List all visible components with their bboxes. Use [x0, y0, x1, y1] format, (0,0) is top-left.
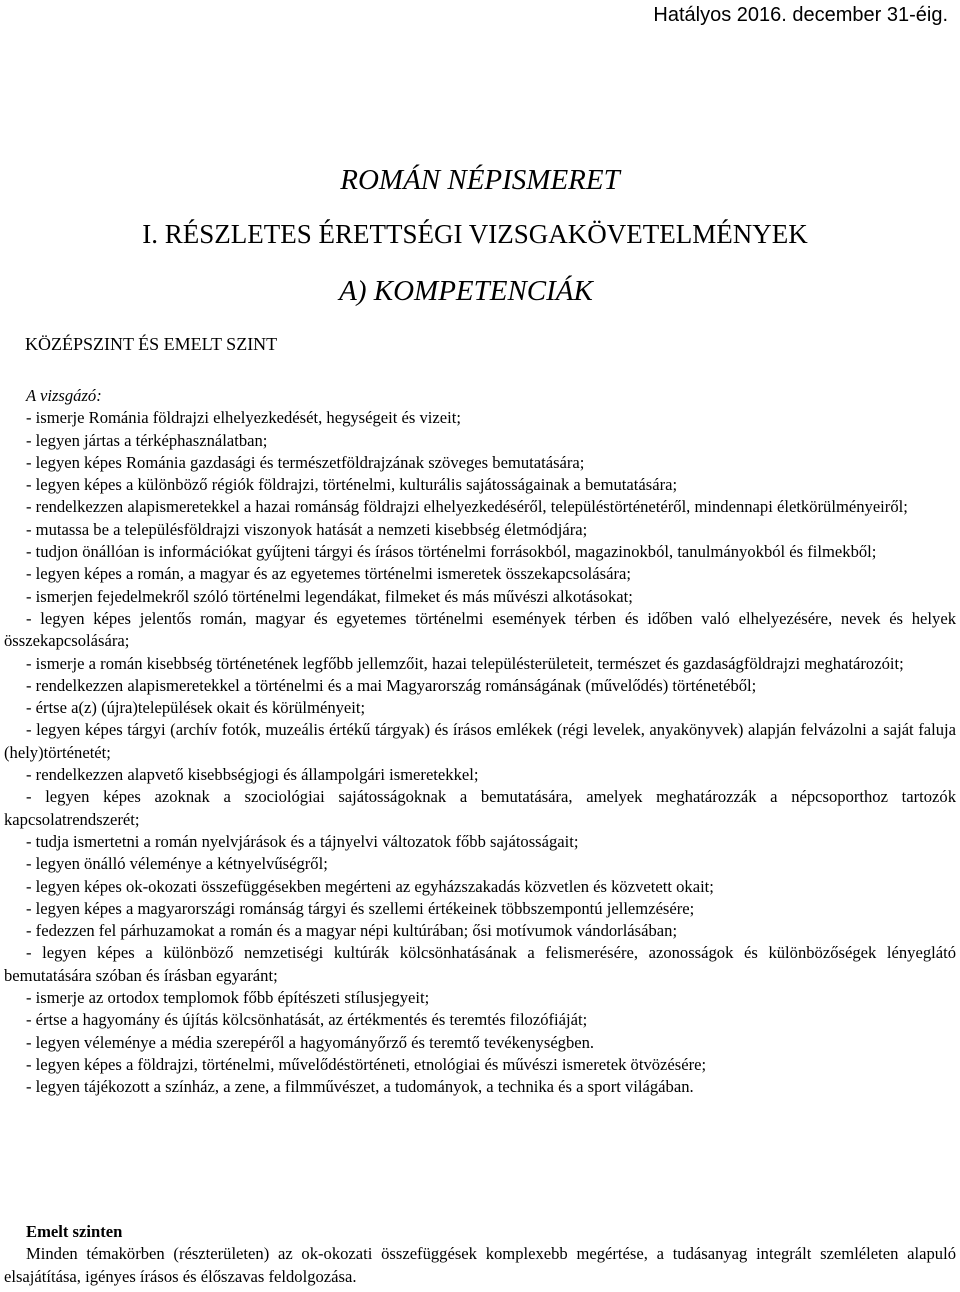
list-item: - legyen képes ok-okozati összefüggésekben megérteni az egyházszakadás közvetlen és közvetett okait;	[26, 876, 714, 896]
list-item: - legyen képes a román, a magyar és az egyetemes történelmi ismeretek összekapcsolására;	[26, 564, 631, 584]
list-item: - tudja ismertetni a román nyelvjárások és a tájnyelvi változatok főbb sajátosságait;	[26, 831, 579, 851]
emelt-paragraph: Minden témakörben (részterületen) az ok-okozati összefüggések komplexebb megértése, a tudásanyag integrált szemléleten alapuló elsajátítása, igényes írásos és élőszavas feldolgozása.	[4, 1244, 956, 1286]
list-item: - legyen képes Románia gazdasági és természetföldrajzának szöveges bemutatására;	[26, 452, 585, 472]
list-item: - legyen képes a földrajzi, történelmi, művelődéstörténeti, etnológiai és művészi ismeretek ötvözésére;	[26, 1054, 707, 1074]
list-item: - legyen képes a különböző nemzetiségi kultúrák kölcsönhatásának a felismerésére, azonosságok és különbözőségek lényeglátó bemutatására szóban és írásban egyaránt;	[4, 943, 956, 985]
list-item: - rendelkezzen alapismeretekkel a hazai románság földrajzi elhelyezkedéséről, településtörténetéről, mindennapi életkörülményeiről;	[26, 497, 908, 517]
emelt-section	[4, 1221, 956, 1288]
list-item: - ismerje a román kisebbség történetének legfőbb jellemzőit, hazai településterületeit, természet és gazdaságföldrajzi meghatározóit;	[26, 653, 904, 673]
list-item: - értse a(z) (újra)települések okait és körülményeit;	[26, 698, 366, 718]
list-item: - tudjon önállóan is információkat gyűjteni tárgyi és írásos történelmi forrásokból, magazinokból, tanulmányokból és filmekből;	[26, 542, 877, 562]
list-item: - legyen képes tárgyi (archív fotók, muzeális értékű tárgyak) és írásos emlékek (régi levelek, anyakönyvek) alapján felvázolni a saját faluja (hely)történetét;	[4, 720, 956, 762]
list-item: - mutassa be a településföldrajzi viszonyok hatását a nemzeti kisebbség életmódjára;	[26, 519, 588, 539]
validity-header: Hatályos 2016. december 31-éig.	[653, 4, 948, 26]
list-item: - fedezzen fel párhuzamokat a román és a magyar népi kultúrában; ősi motívumok vándorlásában;	[26, 921, 678, 941]
intro-label: A vizsgázó:	[26, 386, 102, 405]
competency-list	[4, 385, 956, 1099]
list-item: - legyen képes azoknak a szociológiai sajátosságoknak a bemutatására, amelyek meghatározzák a népcsoporthoz tartozók kapcsolatrendszerét;	[4, 787, 956, 829]
list-item: - ismerje Románia földrajzi elhelyezkedését, hegységeit és vizeit;	[26, 408, 461, 428]
list-item: - legyen képes a különböző régiók földrajzi, történelmi, kulturális sajátosságainak a bemutatására;	[26, 475, 678, 495]
section-title: I. RÉSZLETES ÉRETTSÉGI VIZSGAKÖVETELMÉNYEK	[142, 219, 808, 249]
list-item: - rendelkezzen alapvető kisebbségjogi és állampolgári ismeretekkel;	[26, 765, 479, 785]
list-item: - rendelkezzen alapismeretekkel a történelmi és a mai Magyarország románságának (művelődés) történetéből;	[26, 675, 757, 695]
list-item: - legyen jártas a térképhasználatban;	[26, 430, 268, 450]
list-item: - legyen képes jelentős román, magyar és egyetemes történelmi események térben és időben való elhelyezésére, nevek és helyek összekapcsolására;	[4, 608, 956, 651]
subsection-title: A) KOMPETENCIÁK	[339, 275, 593, 307]
list-item: - legyen képes a magyarországi románság tárgyi és szellemi értékeinek többszempontú jellemzésére;	[26, 898, 695, 918]
emelt-heading: Emelt szinten	[26, 1222, 123, 1241]
list-item: - értse a hagyomány és újítás kölcsönhatását, az értékmentés és teremtés filozófiáját;	[26, 1010, 588, 1030]
list-item: - ismerje az ortodox templomok főbb építészeti stílusjegyeit;	[26, 988, 430, 1008]
list-item: - legyen önálló véleménye a kétnyelvűségről;	[26, 854, 328, 874]
level-heading: KÖZÉPSZINT ÉS EMELT SZINT	[25, 334, 278, 354]
list-item: - legyen véleménye a média szerepéről a hagyományőrző és teremtő tevékenységben.	[26, 1032, 595, 1052]
subject-title: ROMÁN NÉPISMERET	[340, 164, 620, 196]
list-item: - legyen tájékozott a színház, a zene, a filmművészet, a tudományok, a technika és a sport világában.	[26, 1077, 694, 1097]
list-item: - ismerjen fejedelmekről szóló történelmi legendákat, filmeket és más művészi alkotásokat;	[26, 586, 633, 606]
